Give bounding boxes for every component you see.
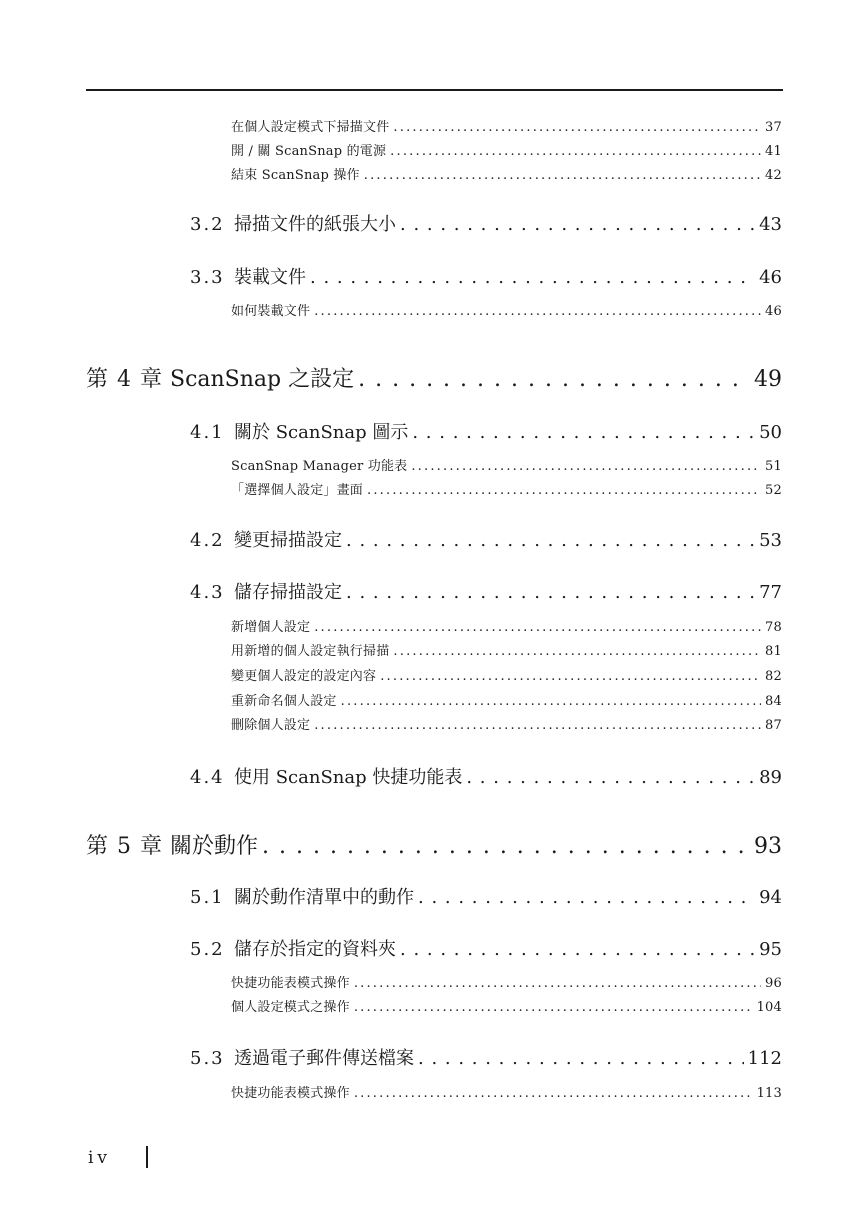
toc-entry[interactable] — [190, 935, 782, 961]
toc-page: 89 — [759, 767, 782, 788]
toc-title: 快捷功能表模式操作 — [231, 976, 350, 991]
toc-title: 如何裝載文件 — [231, 304, 311, 319]
toc-leader — [400, 939, 755, 960]
toc-entry[interactable] — [190, 526, 782, 552]
toc-leader — [390, 144, 761, 159]
toc-chapter[interactable] — [86, 362, 782, 393]
toc-entry[interactable] — [190, 763, 782, 789]
toc-section-number: 4.3 — [190, 582, 225, 603]
toc-title: 刪除個人設定 — [231, 718, 311, 733]
toc-title: ScanSnap Manager 功能表 — [231, 459, 408, 474]
toc-title: 結束 ScanSnap 操作 — [231, 168, 360, 183]
toc-entry[interactable] — [231, 616, 782, 635]
toc-title: 用新增的個人設定執行掃描 — [231, 644, 390, 659]
toc-leader — [310, 267, 755, 288]
toc-section-number: 3.2 — [190, 214, 225, 235]
toc-title: 開 / 關 ScanSnap 的電源 — [231, 144, 387, 159]
toc-title: 「選擇個人設定」畫面 — [231, 483, 364, 498]
toc-leader — [346, 582, 755, 603]
toc-page: 52 — [765, 483, 782, 498]
toc-page: 78 — [765, 620, 782, 635]
toc-leader — [354, 1086, 753, 1101]
toc-section-number: 4.4 — [190, 767, 225, 788]
toc-page: 94 — [759, 887, 782, 908]
toc-entry[interactable] — [231, 300, 782, 319]
toc-page: 46 — [759, 267, 782, 288]
footer-divider — [146, 1146, 148, 1168]
toc-page: 113 — [756, 1086, 782, 1101]
toc-leader — [354, 1000, 753, 1015]
toc-title: 透過電子郵件傳送檔案 — [234, 1048, 414, 1069]
toc-page: 112 — [747, 1048, 782, 1069]
toc-section-number: 5.2 — [190, 939, 225, 960]
toc-leader — [354, 976, 761, 991]
toc-page: 51 — [765, 459, 782, 474]
toc-section-number: 5.1 — [190, 887, 225, 908]
toc-leader — [393, 644, 761, 659]
toc-page: 50 — [759, 422, 782, 443]
toc-page: 93 — [754, 834, 782, 859]
toc-title: 變更個人設定的設定內容 — [231, 669, 377, 684]
toc-page: 37 — [765, 120, 782, 135]
toc-page: 95 — [759, 939, 782, 960]
toc-leader — [418, 887, 755, 908]
toc-entry[interactable] — [190, 263, 782, 289]
toc-title: 使用 ScanSnap 快捷功能表 — [234, 767, 463, 788]
toc-title: 關於動作清單中的動作 — [234, 887, 414, 908]
toc-leader — [466, 767, 755, 788]
toc-leader — [358, 367, 750, 392]
toc-title: 重新命名個人設定 — [231, 694, 337, 709]
toc-leader — [380, 669, 761, 684]
toc-title: 個人設定模式之操作 — [231, 1000, 350, 1015]
toc-entry[interactable] — [231, 140, 782, 159]
toc-leader — [418, 1048, 744, 1069]
toc-leader — [411, 459, 761, 474]
toc-page: 49 — [754, 367, 782, 392]
toc-leader — [364, 168, 761, 183]
toc-leader — [400, 214, 755, 235]
toc-section-number: 4.2 — [190, 530, 225, 551]
toc-entry[interactable] — [231, 1082, 782, 1101]
toc-leader — [341, 694, 761, 709]
toc-page: 87 — [765, 718, 782, 733]
toc-page: 96 — [765, 976, 782, 991]
toc-title: 在個人設定模式下掃描文件 — [231, 120, 390, 135]
toc-entry[interactable] — [231, 164, 782, 183]
toc-title: 儲存掃描設定 — [234, 582, 342, 603]
toc-entry[interactable] — [190, 1044, 782, 1070]
toc-title: 新增個人設定 — [231, 620, 311, 635]
toc-page: 41 — [765, 144, 782, 159]
toc-entry[interactable] — [231, 996, 782, 1015]
toc-entry[interactable] — [190, 578, 782, 604]
toc-entry[interactable] — [190, 210, 782, 236]
toc-entry[interactable] — [231, 455, 782, 474]
toc-page: 46 — [765, 304, 782, 319]
toc-section-number: 5.3 — [190, 1048, 225, 1069]
toc-entry[interactable] — [231, 690, 782, 709]
footer-page-number: iv — [88, 1148, 112, 1168]
toc-leader — [346, 530, 755, 551]
toc-entry[interactable] — [231, 116, 782, 135]
toc-section-number: 3.3 — [190, 267, 225, 288]
toc-leader — [314, 304, 761, 319]
toc-chapter[interactable] — [86, 829, 782, 860]
toc-title: 裝載文件 — [234, 267, 306, 288]
toc-entry[interactable] — [190, 883, 782, 909]
toc-leader — [367, 483, 761, 498]
header-rule — [86, 89, 783, 91]
toc-title: 儲存於指定的資料夾 — [234, 939, 396, 960]
toc-title: 快捷功能表模式操作 — [231, 1086, 350, 1101]
toc-title: 關於 ScanSnap 圖示 — [234, 422, 409, 443]
toc-entry[interactable] — [231, 972, 782, 991]
toc-page: 43 — [759, 214, 782, 235]
toc-page: 84 — [765, 694, 782, 709]
toc-page: 104 — [756, 1000, 782, 1015]
toc-leader — [412, 422, 755, 443]
toc-entry[interactable] — [231, 714, 782, 733]
chapter-label: 第 5 章 — [86, 834, 163, 859]
toc-page: 81 — [765, 644, 782, 659]
toc-page: 77 — [759, 582, 782, 603]
chapter-label: 第 4 章 — [86, 367, 163, 392]
toc-title: 關於動作 — [170, 834, 259, 859]
toc-leader — [393, 120, 761, 135]
toc-page: 42 — [765, 168, 782, 183]
toc-title: 變更掃描設定 — [234, 530, 342, 551]
toc-section-number: 4.1 — [190, 422, 225, 443]
toc-leader — [314, 620, 761, 635]
toc-leader — [314, 718, 761, 733]
toc-title: ScanSnap 之設定 — [170, 367, 355, 392]
toc-entry[interactable] — [231, 479, 782, 498]
toc-entry[interactable] — [231, 640, 782, 659]
toc-entry[interactable] — [231, 665, 782, 684]
toc-entry[interactable] — [190, 418, 782, 444]
toc-page: 53 — [759, 530, 782, 551]
toc-leader — [262, 834, 750, 859]
toc-page: 82 — [765, 669, 782, 684]
toc-title: 掃描文件的紙張大小 — [234, 214, 396, 235]
